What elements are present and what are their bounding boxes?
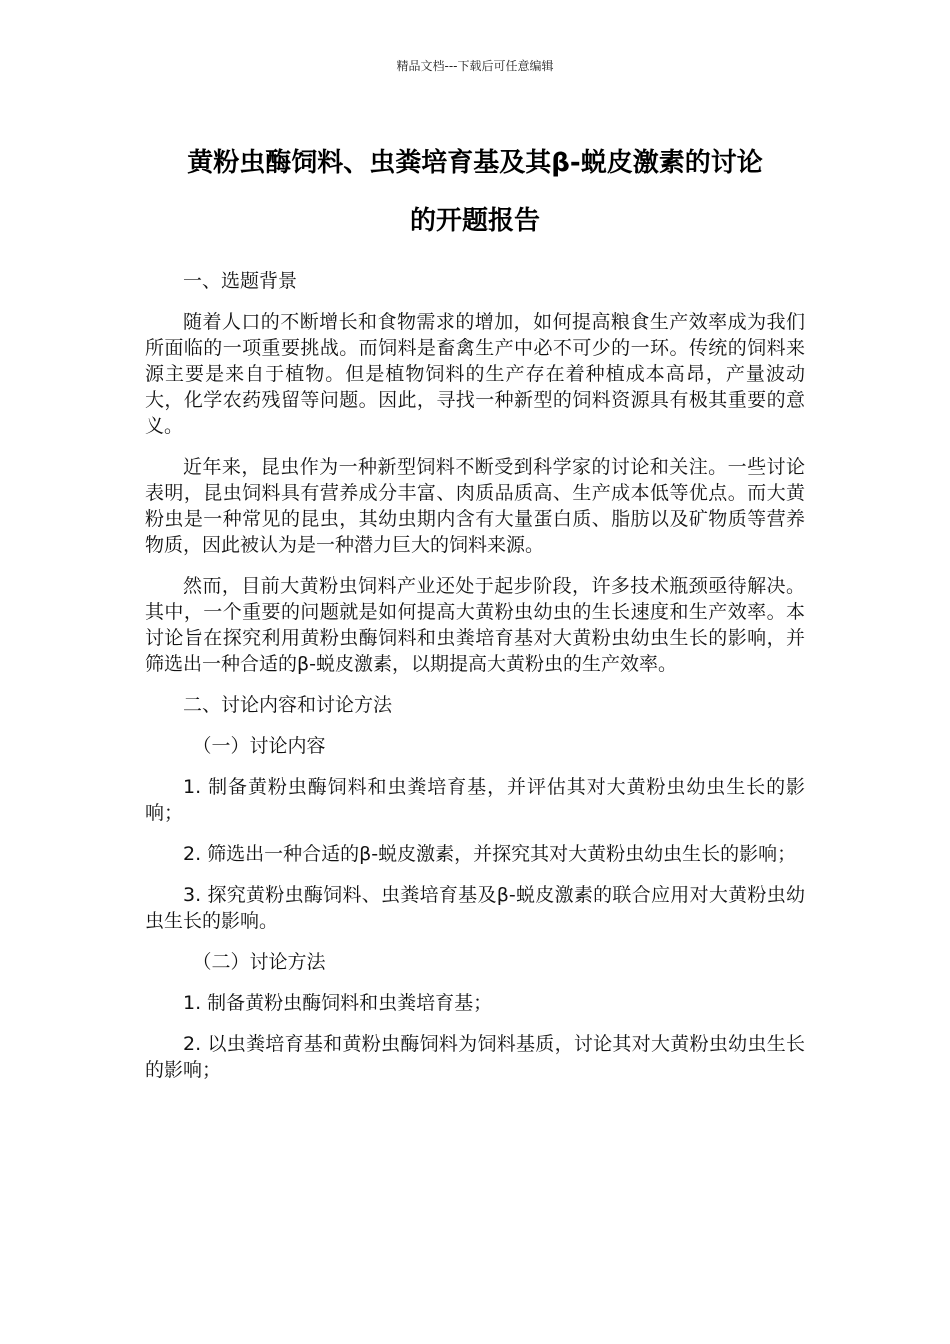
title-line-1: 黄粉虫酶饲料、虫粪培育基及其β-蜕皮激素的讨论 <box>187 148 763 178</box>
content-item-2: 2. 筛选出一种合适的β-蜕皮激素，并探究其对大黄粉虫幼虫生长的影响； <box>183 843 797 865</box>
section-heading-background: 一、选题背景 <box>183 270 298 292</box>
paragraph-background-1: 随着人口的不断增长和食物需求的增加，如何提高粮食生产效率成为我们所面临的一项重要挑战。而饲料是畜禽生产中必不可少的一环。传统的饲料来源主要是来自于植物。但是植物饲料的生产存在着种植成本高昂，产量波动大，化学农药残留等问题。因此，寻找一种新型的饲料资源具有极其重要的意义。 <box>145 311 805 437</box>
content-item-3: 3. 探究黄粉虫酶饲料、虫粪培育基及β-蜕皮激素的联合应用对大黄粉虫幼虫生长的影响。 <box>145 884 805 932</box>
content-item-1: 1. 制备黄粉虫酶饲料和虫粪培育基，并评估其对大黄粉虫幼虫生长的影响； <box>145 776 805 824</box>
paragraph-background-2: 近年来，昆虫作为一种新型饲料不断受到科学家的讨论和关注。一些讨论表明，昆虫饲料具有营养成分丰富、肉质品质高、生产成本低等优点。而大黄粉虫是一种常见的昆虫，其幼虫期内含有大量蛋白质、脂肪以及矿物质等营养物质，因此被认为是一种潜力巨大的饲料来源。 <box>145 456 805 556</box>
title-line-2: 的开题报告 <box>409 206 540 236</box>
section-heading-content-method: 二、讨论内容和讨论方法 <box>183 694 393 716</box>
subheading-method: （二）讨论方法 <box>192 951 326 973</box>
paragraph-background-3: 然而，目前大黄粉虫饲料产业还处于起步阶段，许多技术瓶颈亟待解决。其中，一个重要的问题就是如何提高大黄粉虫幼虫的生长速度和生产效率。本讨论旨在探究利用黄粉虫酶饲料和虫粪培育基对大黄粉虫幼虫生长的影响，并筛选出一种合适的β-蜕皮激素，以期提高大黄粉虫的生产效率。 <box>145 575 805 675</box>
subheading-content: （一）讨论内容 <box>192 735 326 757</box>
method-item-1: 1. 制备黄粉虫酶饲料和虫粪培育基； <box>183 992 493 1014</box>
method-item-2: 2. 以虫粪培育基和黄粉虫酶饲料为饲料基质，讨论其对大黄粉虫幼虫生长的影响； <box>145 1033 805 1081</box>
document-body <box>145 268 805 1098</box>
header-note: 精品文档---下载后可任意编辑 <box>396 59 554 73</box>
document-title <box>140 134 810 250</box>
